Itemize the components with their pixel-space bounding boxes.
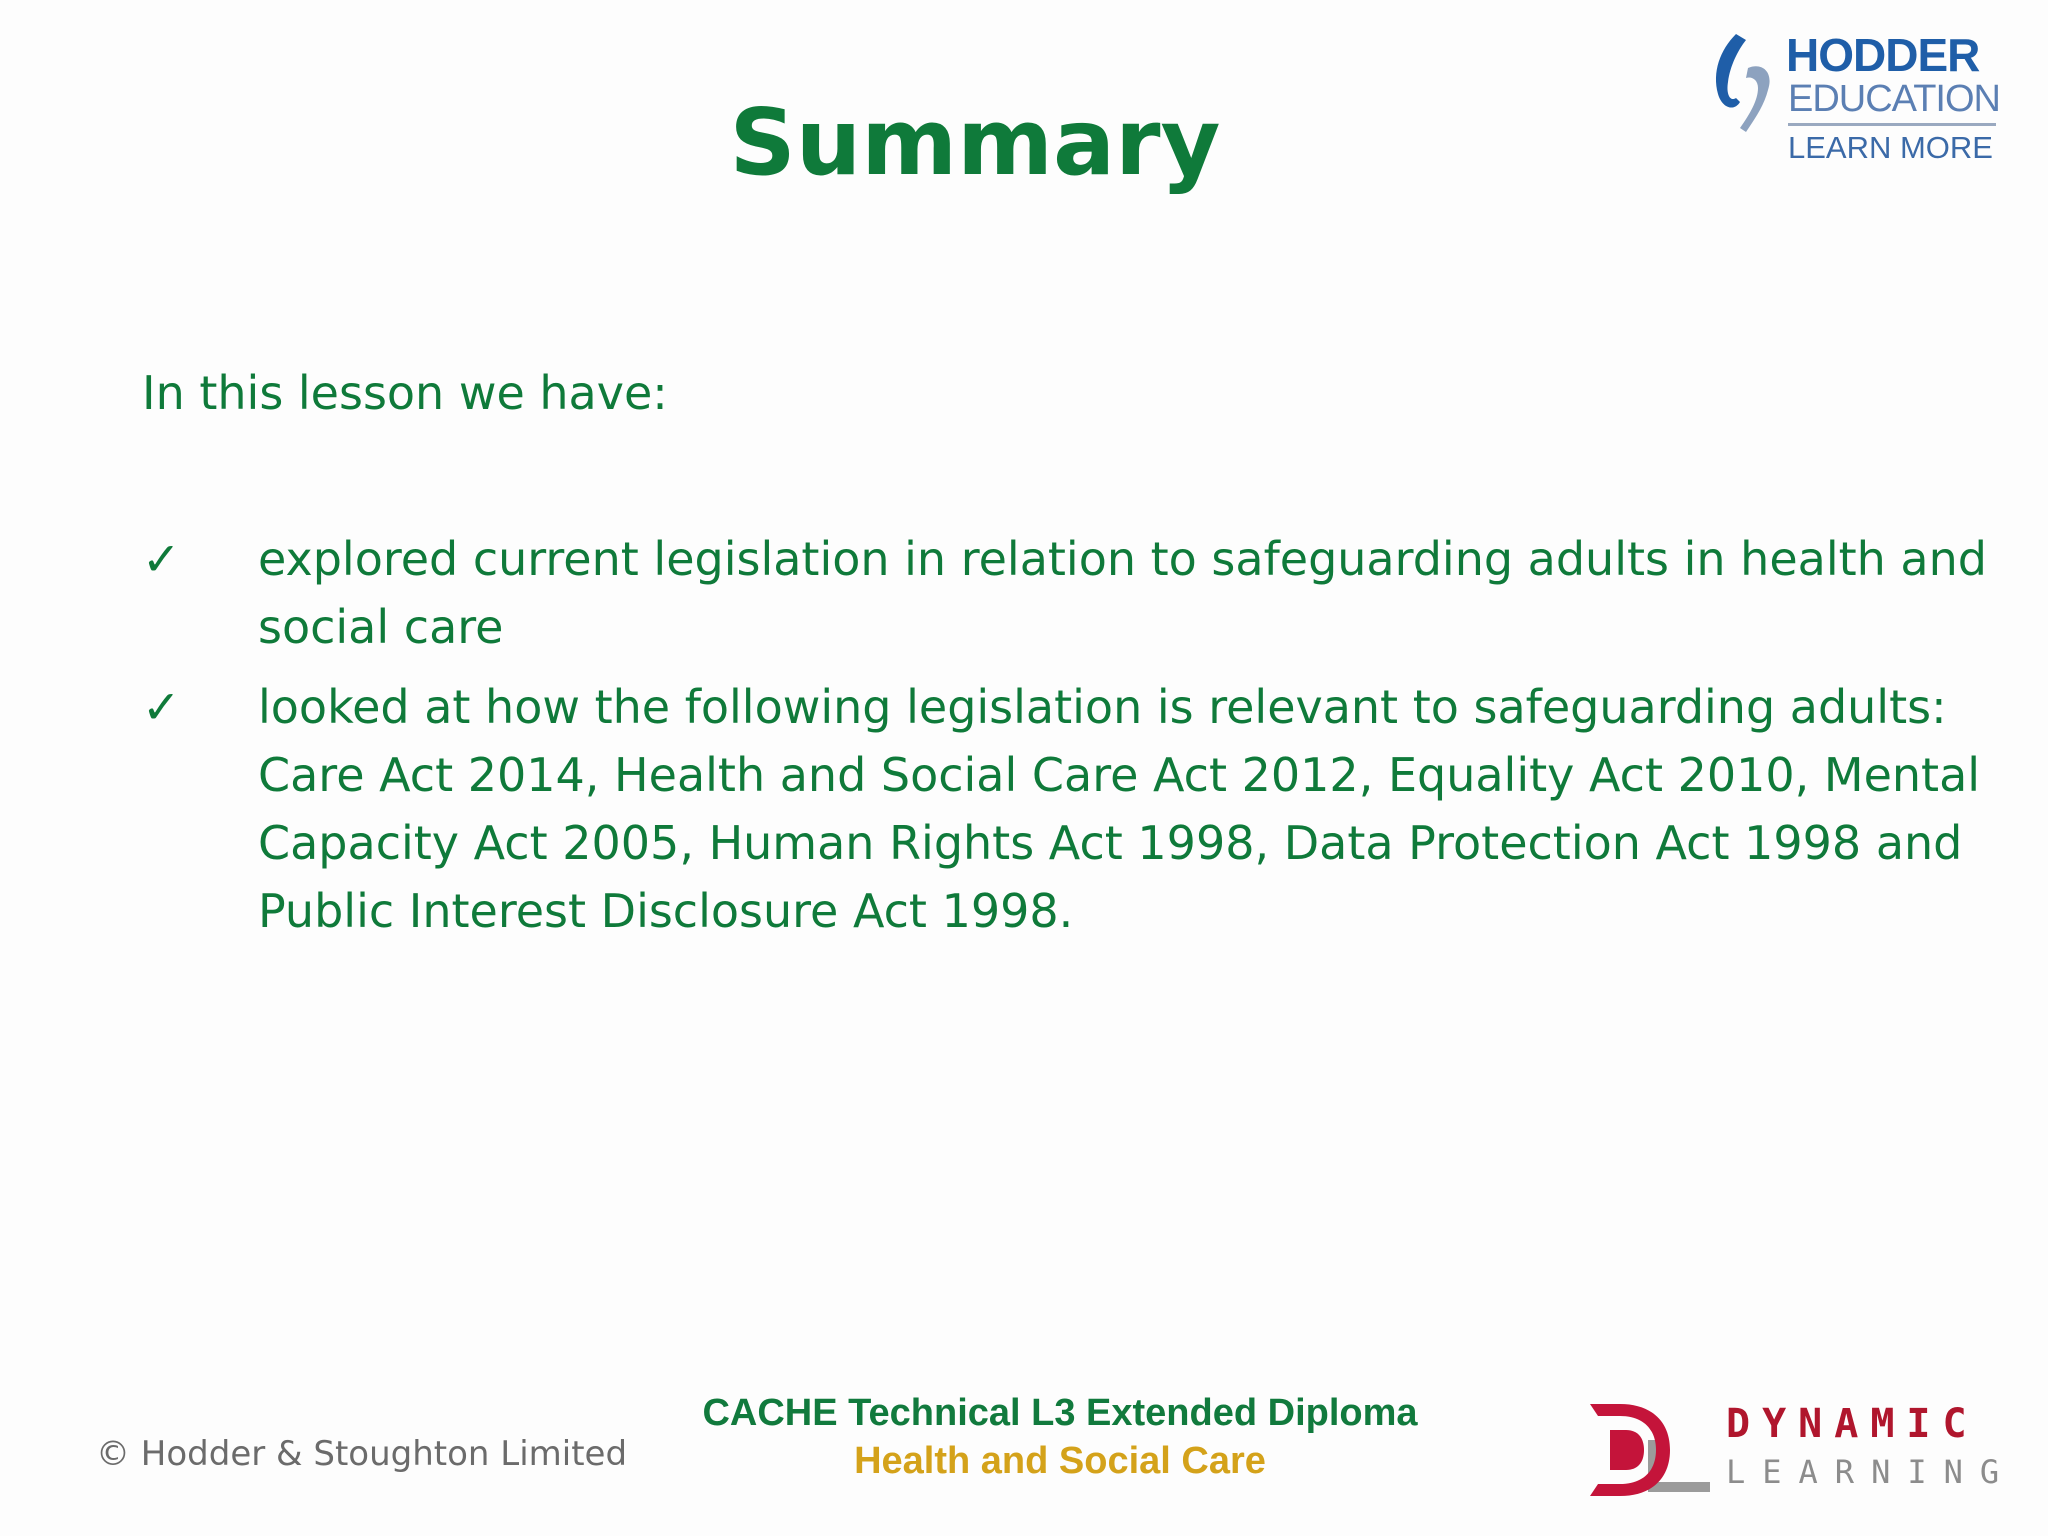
- hodder-tagline: LEARN MORE: [1788, 130, 1993, 165]
- checkmark-icon: ✓: [142, 532, 181, 586]
- course-title: [660, 1390, 1460, 1485]
- slide-title: Summary: [729, 89, 1221, 196]
- intro-text: In this lesson we have:: [142, 366, 668, 420]
- list-item: [142, 525, 1987, 661]
- copyright-text: © Hodder & Stoughton Limited: [96, 1434, 628, 1474]
- hodder-subtitle: EDUCATION: [1788, 78, 2000, 120]
- course-subject: Health and Social Care: [854, 1439, 1266, 1482]
- dynamic-learning-logo-icon: [1586, 1396, 1710, 1506]
- dynamic-learning-logo: [1586, 1396, 2017, 1506]
- checkmark-icon: ✓: [142, 680, 181, 734]
- dynamic-word: DYNAMIC: [1726, 1401, 1979, 1447]
- bullet-list: [142, 525, 1987, 957]
- list-item: [142, 673, 1981, 945]
- course-name: CACHE Technical L3 Extended Diploma: [702, 1392, 1418, 1434]
- learning-word: LEARNING: [1726, 1453, 2017, 1491]
- hodder-brand: HODDER: [1786, 29, 1980, 81]
- bullet-text: looked at how the following legislation is relevant to safeguarding adults: Care Act 2014, Health and Social Care Act 2012, Equality Act 2010, Mental Capacity Act 2005, Human Rights Act 1998, Data Protection Act 1998 and Public Interest Disclosure Act 1998.: [258, 680, 1981, 938]
- bullet-text: explored current legislation in relation to safeguarding adults in health and social care: [258, 532, 1987, 654]
